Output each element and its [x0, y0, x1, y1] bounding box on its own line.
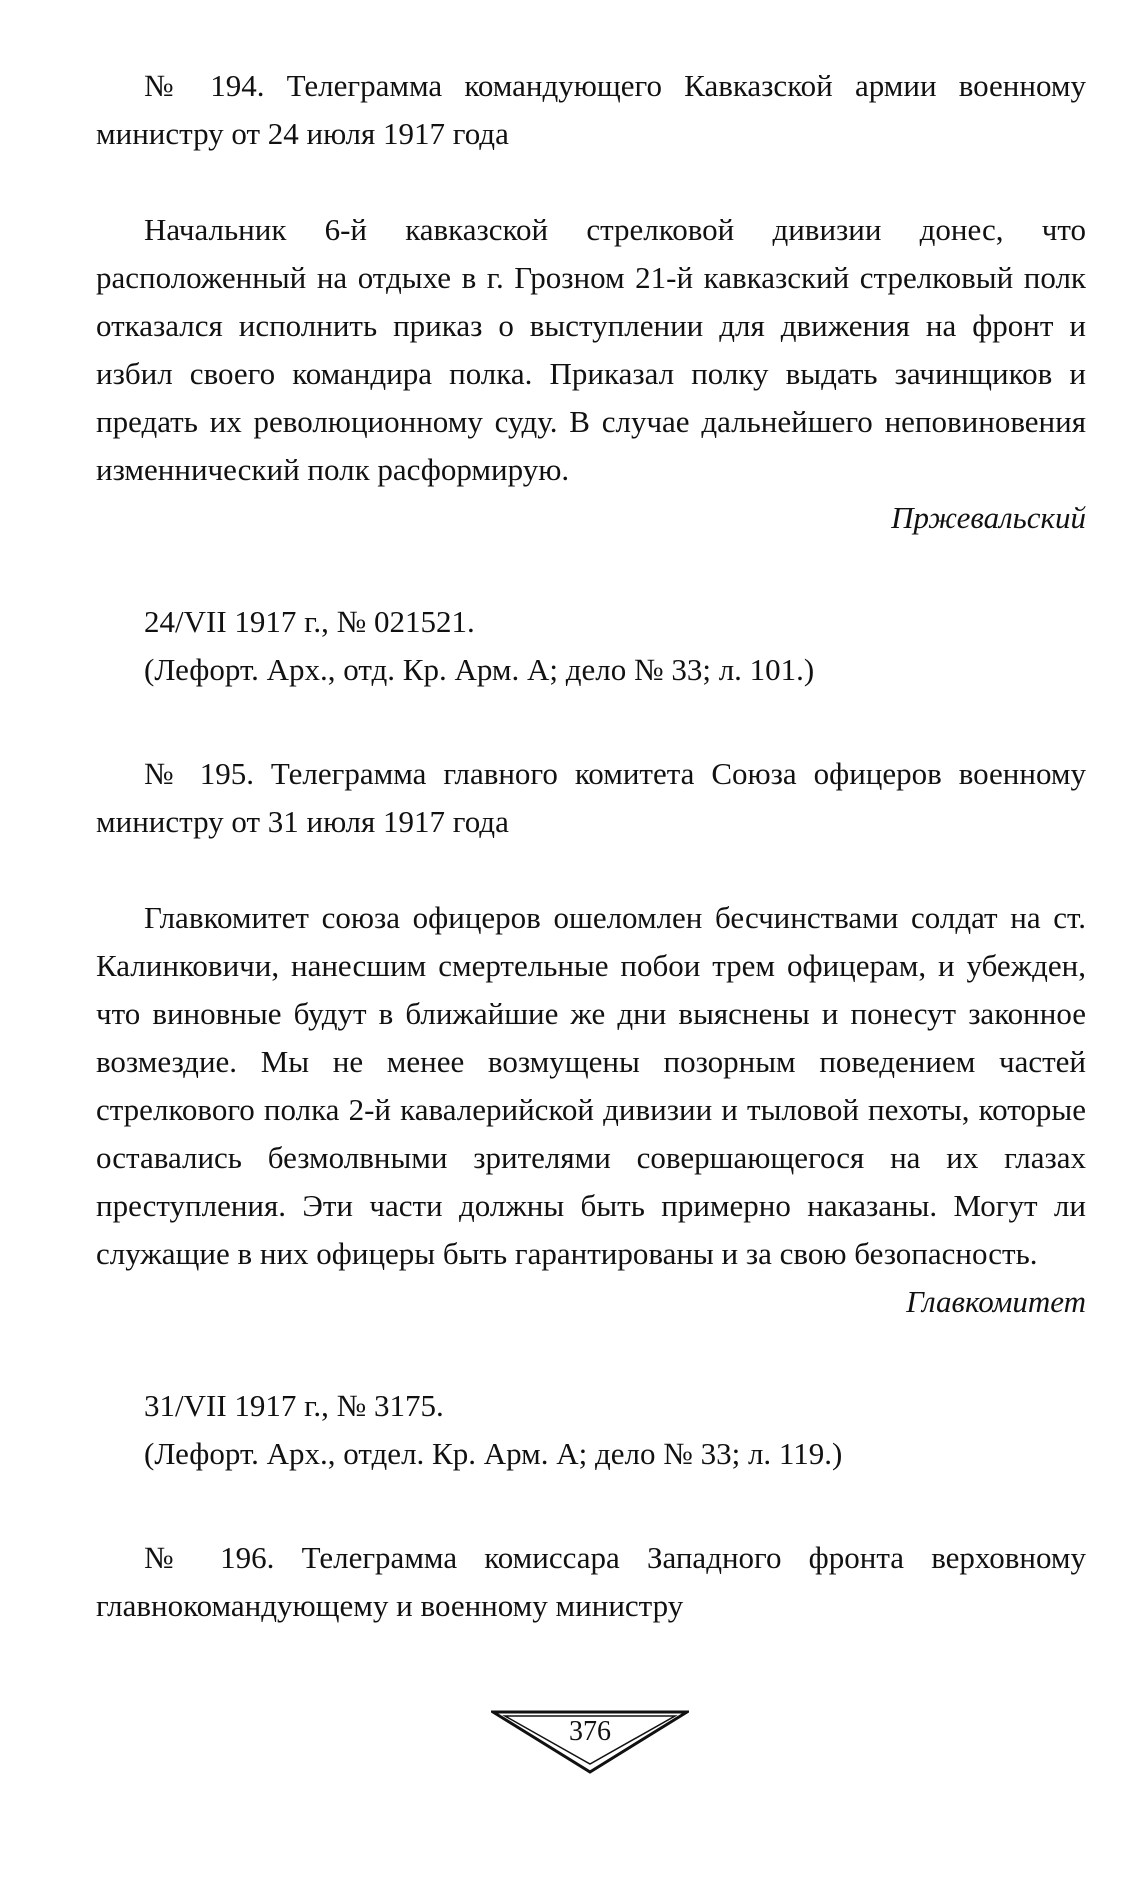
- document-reference: [96, 1382, 1086, 1478]
- document-heading: № 195. Телеграмма главного комитета Союза офицеров военному министру от 31 июля 1917 года: [96, 756, 1086, 839]
- document-body: Главкомитет союза офицеров ошеломлен бесчинствами солдат на ст. Калинковичи, нанесшим смертельные побои трем офицерам, и убежден, что виновные будут в ближайшие же дни выяснены и понесут законное возмездие. Мы не менее возмущены позорным поведением частей стрелкового полка 2-й кавалерийской дивизии и тыловой пехоты, которые оставались безмолвными зрителями совершающегося на их глазах преступления. Эти части должны быть примерно наказаны. Могут ли служащие в них офицеры быть гарантированы и за свою безопасность.: [96, 900, 1086, 1271]
- document-heading: № 196. Телеграмма комиссара Западного фронта верховному главнокомандующему и военному министру: [96, 1540, 1086, 1623]
- page-number: 376: [569, 1716, 611, 1747]
- document-194: [96, 62, 1086, 694]
- document-archive-ref: (Лефорт. Арх., отд. Кр. Арм. А; дело № 33; л. 101.): [144, 652, 815, 687]
- document-body: Начальник 6-й кавказской стрелковой дивизии донес, что расположенный на отдыхе в г. Грозном 21-й кавказский стрелковый полк отказался исполнить приказ о выступлении для движения на фронт и избил своего командира полка. Приказал полку выдать зачинщиков и предать их революционному суду. В случае дальнейшего неповиновения изменнический полк расформирую.: [96, 212, 1086, 487]
- document-heading: № 194. Телеграмма командующего Кавказской армии военному министру от 24 июля 1917 года: [96, 68, 1086, 151]
- document-reference: [96, 598, 1086, 694]
- document-signature: Главкомитет: [906, 1284, 1086, 1319]
- document-195: [96, 750, 1086, 1478]
- page-number-ornament: [491, 1710, 689, 1774]
- document-page: [96, 62, 1086, 1630]
- document-date-line: 24/VII 1917 г., № 021521.: [144, 604, 475, 639]
- document-196: [96, 1534, 1086, 1630]
- document-archive-ref: (Лефорт. Арх., отдел. Кр. Арм. А; дело № 33; л. 119.): [144, 1436, 843, 1471]
- document-signature: Пржевальский: [891, 500, 1086, 535]
- document-date-line: 31/VII 1917 г., № 3175.: [144, 1388, 444, 1423]
